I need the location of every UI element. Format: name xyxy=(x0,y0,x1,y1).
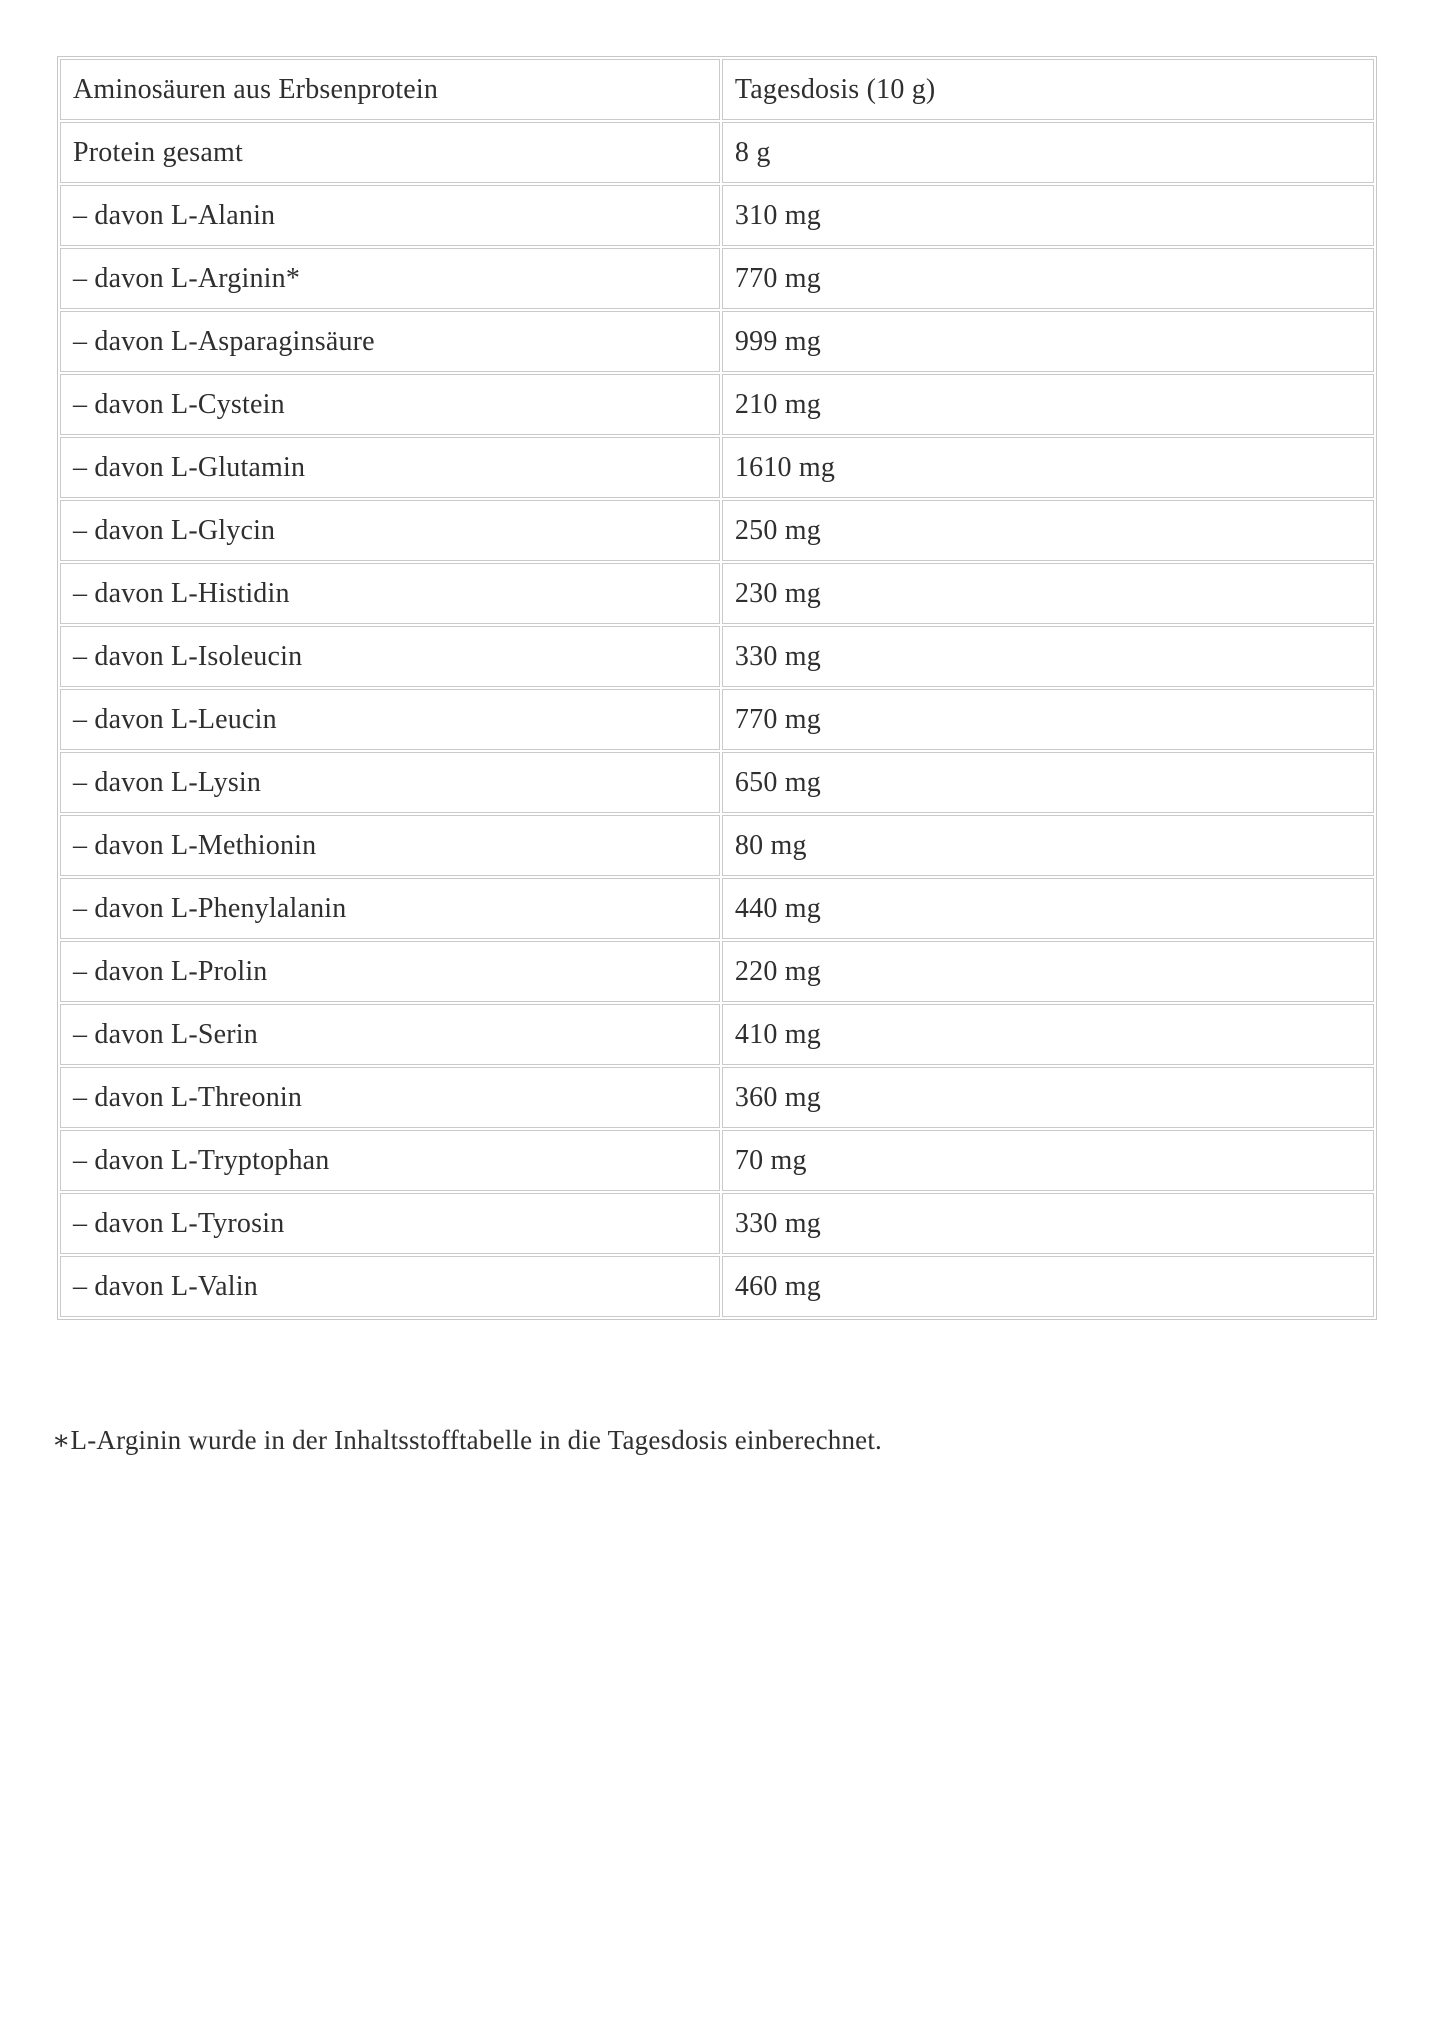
table-row xyxy=(60,311,1374,372)
row-label: – davon L-Lysin xyxy=(60,752,720,813)
row-label: – davon L-Asparaginsäure xyxy=(60,311,720,372)
row-value: 770 mg xyxy=(722,248,1374,309)
table-row xyxy=(60,1256,1374,1317)
row-value: 410 mg xyxy=(722,1004,1374,1065)
table-row xyxy=(60,1004,1374,1065)
row-value: 210 mg xyxy=(722,374,1374,435)
table-row xyxy=(60,1130,1374,1191)
row-label: – davon L-Valin xyxy=(60,1256,720,1317)
row-label: – davon L-Tryptophan xyxy=(60,1130,720,1191)
row-label: – davon L-Threonin xyxy=(60,1067,720,1128)
column-header-daily-dose: Tagesdosis (10 g) xyxy=(722,59,1374,120)
row-value: 230 mg xyxy=(722,563,1374,624)
row-label: – davon L-Leucin xyxy=(60,689,720,750)
row-value: 220 mg xyxy=(722,941,1374,1002)
row-value: 80 mg xyxy=(722,815,1374,876)
table-row xyxy=(60,1067,1374,1128)
table-row xyxy=(60,941,1374,1002)
row-label: – davon L-Serin xyxy=(60,1004,720,1065)
table-row xyxy=(60,689,1374,750)
row-value: 330 mg xyxy=(722,626,1374,687)
row-value: 250 mg xyxy=(722,500,1374,561)
table-row xyxy=(60,752,1374,813)
table-row xyxy=(60,1193,1374,1254)
row-label: Protein gesamt xyxy=(60,122,720,183)
row-label: – davon L-Cystein xyxy=(60,374,720,435)
table-row xyxy=(60,500,1374,561)
row-value: 650 mg xyxy=(722,752,1374,813)
row-label: – davon L-Prolin xyxy=(60,941,720,1002)
row-label: – davon L-Glycin xyxy=(60,500,720,561)
amino-acid-table xyxy=(57,56,1377,1320)
table-header-row xyxy=(60,59,1374,120)
table-row xyxy=(60,122,1374,183)
row-value: 460 mg xyxy=(722,1256,1374,1317)
table-row xyxy=(60,626,1374,687)
row-label: – davon L-Arginin* xyxy=(60,248,720,309)
row-value: 440 mg xyxy=(722,878,1374,939)
row-label: – davon L-Isoleucin xyxy=(60,626,720,687)
row-value: 770 mg xyxy=(722,689,1374,750)
row-value: 999 mg xyxy=(722,311,1374,372)
row-label: – davon L-Methionin xyxy=(60,815,720,876)
row-value: 330 mg xyxy=(722,1193,1374,1254)
table-row xyxy=(60,185,1374,246)
row-value: 1610 mg xyxy=(722,437,1374,498)
row-label: – davon L-Glutamin xyxy=(60,437,720,498)
footnote: ∗L-Arginin wurde in der Inhaltsstofftabelle in die Tagesdosis einberechnet. xyxy=(52,1425,882,1455)
table-row xyxy=(60,563,1374,624)
column-header-amino-acids: Aminosäuren aus Erbsenprotein xyxy=(60,59,720,120)
table-row xyxy=(60,248,1374,309)
row-label: – davon L-Phenylalanin xyxy=(60,878,720,939)
row-label: – davon L-Histidin xyxy=(60,563,720,624)
row-value: 70 mg xyxy=(722,1130,1374,1191)
row-label: – davon L-Alanin xyxy=(60,185,720,246)
row-value: 360 mg xyxy=(722,1067,1374,1128)
table-row xyxy=(60,815,1374,876)
table-row xyxy=(60,374,1374,435)
table-body xyxy=(60,59,1374,1317)
row-value: 310 mg xyxy=(722,185,1374,246)
row-value: 8 g xyxy=(722,122,1374,183)
table-row xyxy=(60,878,1374,939)
table-row xyxy=(60,437,1374,498)
row-label: – davon L-Tyrosin xyxy=(60,1193,720,1254)
